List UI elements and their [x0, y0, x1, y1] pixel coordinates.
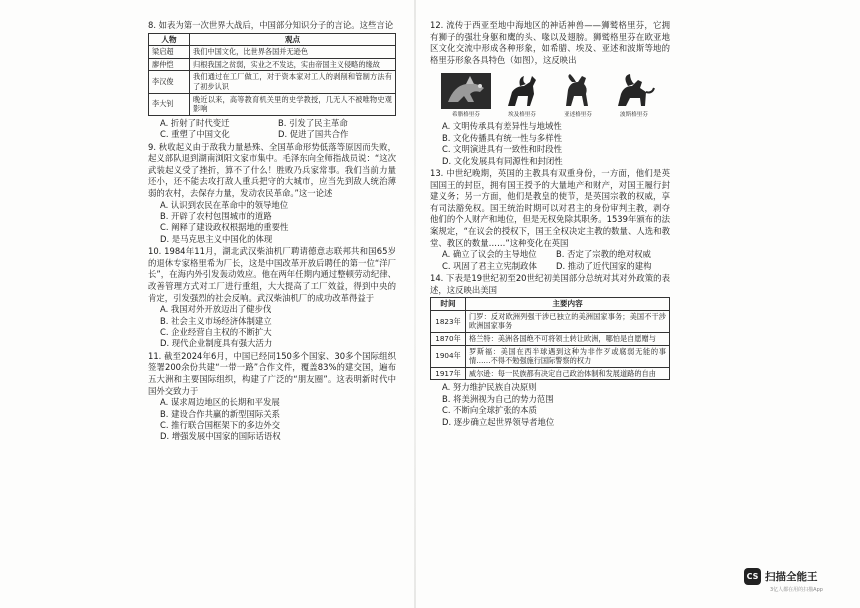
table-cell: 我们中国文化，比世界各国并无逊色 — [190, 46, 396, 59]
question-14-stem: 14. 下表是19世纪初至20世纪初美国部分总统对其对外政策的表述，这反映出美国 — [430, 272, 670, 295]
griffin-figure — [608, 72, 660, 119]
question-9 — [148, 142, 396, 246]
image-caption: 波斯格里芬 — [620, 112, 648, 119]
table-row — [431, 345, 670, 367]
griffin-figure — [440, 72, 492, 119]
table-cell: 晚近以来，高等教育机关里的史学教授，几无人不被唯物史观影响 — [190, 93, 396, 115]
option-b: B. 否定了宗教的绝对权威 — [556, 249, 651, 260]
option-b: B. 建设合作共赢的新型国际关系 — [160, 408, 280, 419]
option-c: C. 重塑了中国文化 — [160, 129, 230, 140]
option-c: C. 巩固了君主立宪制政体 — [442, 260, 537, 271]
greek-griffin-image — [440, 72, 492, 110]
table-row — [149, 93, 396, 115]
left-column — [148, 20, 396, 444]
option-a: A. 谋求周边地区的长期和平发展 — [160, 397, 280, 408]
option-c: C. 文明演进具有一致性和时段性 — [442, 144, 563, 155]
griffin-figure — [552, 72, 604, 119]
table-cell: 我们通过在工厂做工，对于资本家对工人的剥削和管制方法有了初步认识 — [190, 71, 396, 93]
table-cell: 1870年 — [431, 332, 466, 345]
camscanner-logo: CS — [744, 568, 761, 585]
griffin-images — [440, 72, 660, 119]
header-cell: 主要内容 — [466, 298, 670, 311]
table-cell: 梁启超 — [149, 46, 190, 59]
table-cell: 李汉俊 — [149, 71, 190, 93]
table-row — [431, 367, 670, 380]
question-13-stem: 13. 中世纪晚期，英国的主教具有双重身份，一方面，他们是英国国王的封臣，拥有国王授予的大量地产和财产，对国王履行封建义务；另一方面，他们是教皇的使节，是英国宗教的权威，享有司法豁免权。国王统治时期可以对君主的身份审判主教，剥夺他们的个人财产和地位，但是无权免除其职务。1539年颁布的法案规定，“在议会的授权下，国王全权决定主教的数量、人选和教堂、教区的数量……”这种变化在英国 — [430, 168, 670, 248]
table-row — [431, 310, 670, 332]
question-11 — [148, 351, 396, 443]
table-row — [149, 71, 396, 93]
image-caption: 埃及格里芬 — [508, 112, 536, 119]
table-cell: 李大钊 — [149, 93, 190, 115]
question-8-table — [148, 33, 396, 116]
table-cell: 罗斯福：美国在西半球遇到这种为非作歹或腐弱无能的事情……不得不勉强施行国际警察的权力 — [466, 345, 670, 367]
table-cell: 1904年 — [431, 345, 466, 367]
option-a: A. 文明传承具有差异性与地域性 — [442, 121, 562, 132]
table-cell: 1823年 — [431, 310, 466, 332]
option-c: C. 阐释了建设政权根据地的重要性 — [160, 222, 289, 233]
page-fold — [414, 0, 416, 608]
question-12 — [430, 20, 670, 167]
assyrian-griffin-image — [558, 72, 598, 110]
egyptian-griffin-image — [502, 72, 542, 110]
table-cell: 门罗：反对欧洲列强干涉已独立的美洲国家事务；美国不干涉欧洲国家事务 — [466, 310, 670, 332]
image-caption: 亚述格里芬 — [564, 112, 592, 119]
option-b: B. 开辟了农村包围城市的道路 — [160, 210, 272, 221]
image-caption: 希腊格里芬 — [452, 112, 480, 119]
option-c: C. 推行联合国框架下的多边外交 — [160, 419, 281, 430]
option-b: B. 文化传播具有统一性与多样性 — [442, 132, 562, 143]
table-header-row — [149, 33, 396, 46]
scanner-watermark — [744, 568, 818, 585]
question-14-table — [430, 297, 670, 380]
option-d: D. 逐步确立起世界领导者地位 — [442, 416, 555, 427]
option-d: D. 增强发展中国家的国际话语权 — [160, 431, 281, 442]
question-10-options — [160, 304, 396, 350]
option-d: D. 文化发展具有同源性和封闭性 — [442, 155, 563, 166]
option-a: A. 我国对外开放迈出了健步伐 — [160, 304, 272, 315]
question-9-stem: 9. 秋收起义由于敌我力量悬殊、全国革命形势低落等原因而失败，起义部队退到湖南浏阳文家市集中。毛泽东向全师指战员说：“这次武装起义受了挫折，算不了什么！胜败乃兵家常事。我们当前力量还小，还不能去攻打敌人重兵把守的大城市，应当先到敌人统治薄弱的农村，去保存力量，发动农民革命。”这一论述 — [148, 141, 396, 198]
table-cell: 1917年 — [431, 367, 466, 380]
header-cell: 人物 — [149, 33, 190, 46]
question-12-options — [442, 121, 670, 167]
table-cell: 廖仲恺 — [149, 58, 190, 71]
header-cell: 观点 — [190, 33, 396, 46]
table-cell: 归根我国之贫弱，实业之不发达，实由帝国主义侵略的缘故 — [190, 58, 396, 71]
option-a: A. 折射了时代变迁 — [160, 117, 230, 128]
watermark-name: 扫描全能王 — [765, 571, 818, 583]
table-row — [431, 332, 670, 345]
option-a: A. 认识到农民在革命中的领导地位 — [160, 199, 289, 210]
option-c: C. 企业经营自主权的不断扩大 — [160, 326, 272, 337]
question-13 — [430, 168, 670, 272]
header-cell: 时间 — [431, 298, 466, 311]
question-11-options — [160, 397, 396, 443]
question-8-options — [160, 118, 396, 141]
option-a: A. 确立了议会的主导地位 — [442, 249, 537, 260]
option-b: B. 引发了民主革命 — [278, 117, 348, 128]
question-8-stem: 8. 如表为第一次世界大战后，中国部分知识分子的言论。这些言论 — [148, 20, 394, 30]
question-12-stem: 12. 流传于西亚至地中海地区的神话神兽——狮鹫格里芬，它拥有狮子的强壮身躯和鹰的头、喙以及翅膀。狮鹫格里芬在欧亚地区文化交流中形成各种形象，如希腊、埃及、亚述和波斯等地的格里芬形象各具特色（如图），这反映出 — [430, 20, 670, 65]
griffin-figure — [496, 72, 548, 119]
watermark-subtitle: 3亿人都在用的扫描App — [770, 587, 823, 593]
question-11-stem: 11. 截至2024年6月，中国已经同150多个国家、30多个国际组织签署200余份共建“一带一路”合作文件，覆盖83%的建交国，遍布五大洲和主要国际组织，构建了广泛的“朋友圈”。这表明新时代中国外交致力于 — [148, 350, 396, 396]
option-b: B. 社会主义市场经济体制建立 — [160, 315, 272, 326]
question-14-options — [442, 382, 670, 428]
table-cell: 格兰特：美洲各国绝不可将领土转让欧洲，哪怕是自愿赠与 — [466, 332, 670, 345]
option-c: C. 不断向全球扩张的本质 — [442, 405, 537, 416]
table-row — [149, 58, 396, 71]
persian-griffin-image — [612, 72, 656, 110]
option-b: B. 将美洲视为自己的势力范围 — [442, 393, 554, 404]
table-cell: 威尔逊：每一民族都有决定自己政治体制和发展道路的自由 — [466, 367, 670, 380]
option-d: D. 是马克思主义中国化的体现 — [160, 233, 273, 244]
question-9-options — [160, 200, 396, 246]
question-8 — [148, 20, 396, 141]
option-d: D. 推动了近代国家的建构 — [556, 260, 652, 271]
table-header-row — [431, 298, 670, 311]
right-column — [430, 20, 670, 429]
option-d: D. 现代企业制度具有强大活力 — [160, 338, 273, 349]
question-13-options — [442, 249, 670, 272]
option-a: A. 努力维护民族自决原则 — [442, 382, 537, 393]
question-10 — [148, 246, 396, 350]
option-d: D. 促进了国共合作 — [278, 129, 349, 140]
question-14 — [430, 273, 670, 428]
table-row — [149, 46, 396, 59]
question-10-stem: 10. 1984年11月，湖北武汉柴油机厂聘请德意志联邦共和国65岁的退休专家格里希为厂长，这是中国改革开放后聘任的第一位“洋厂长”，在海内外引发轰动效应。他在两年任期内通过整顿劳动纪律、改善管理方式对工厂进行重组，大大提高了工厂效益，得到中央的肯定，引发强烈的社会反响。武汉柴油机厂的成功改革得益于 — [148, 246, 396, 303]
